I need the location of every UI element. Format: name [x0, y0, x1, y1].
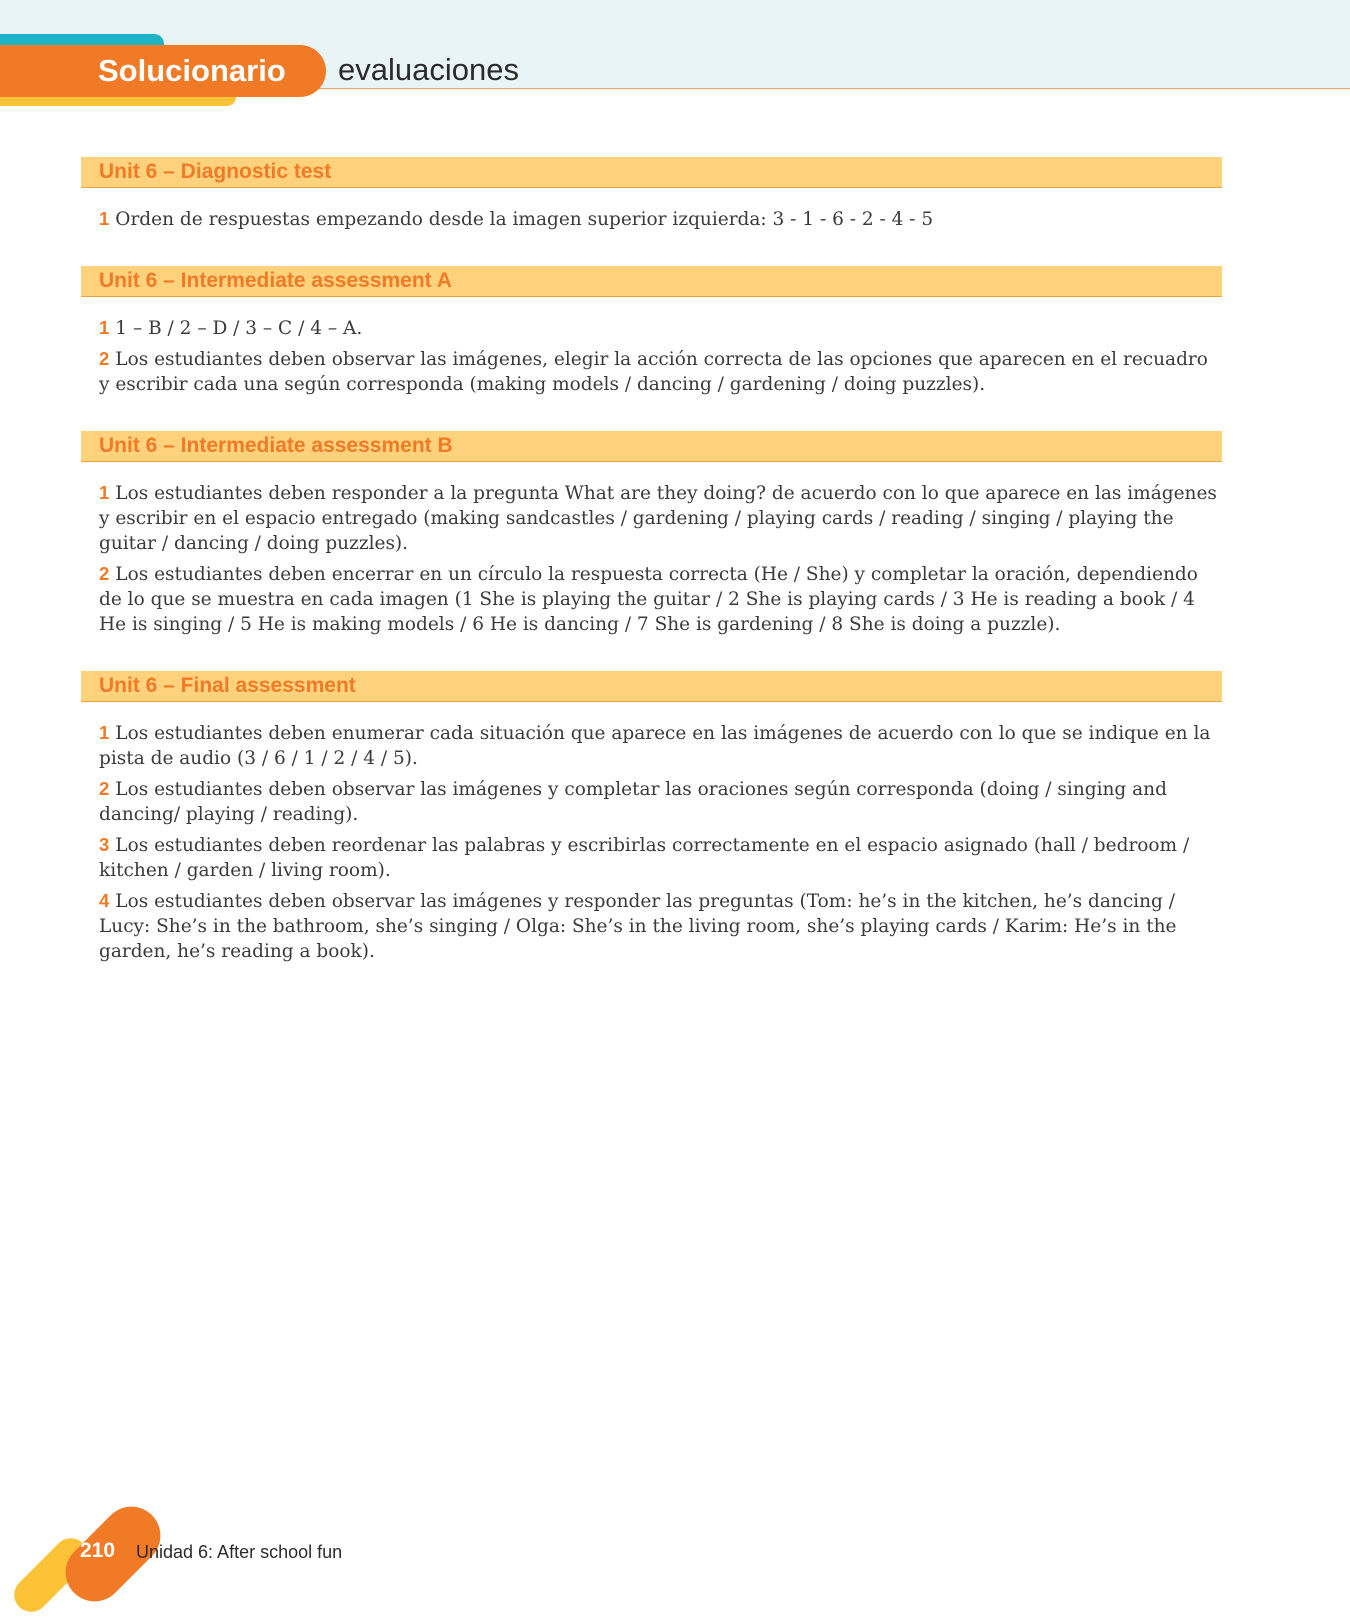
section-items	[81, 702, 1222, 964]
answer-item	[99, 832, 1222, 883]
item-number: 1	[99, 317, 110, 338]
item-text: Los estudiantes deben enumerar cada situación que aparece en las imágenes de acuerdo con lo que se indique en la pista de audio (3 / 6 / 1 / 2 / 4 / 5).	[99, 723, 1211, 769]
item-text: Los estudiantes deben observar las imágenes, elegir la acción correcta de las opciones que aparecen en el recuadro y escribir cada una según corresponda (making models / dancing / gardening / doing puzzles).	[99, 349, 1208, 395]
item-number: 2	[99, 348, 110, 369]
section-title: Unit 6 – Final assessment	[81, 671, 1222, 702]
item-number: 1	[99, 208, 110, 229]
item-text: Los estudiantes deben encerrar en un círculo la respuesta correcta (He / She) y completar la oración, dependiendo de lo que se muestra en cada imagen (1 She is playing the guitar / 2 She is playing cards / 3 He is reading a book / 4 He is singing / 5 He is making models / 6 He is dancing / 7 She is gardening / 8 She is doing a puzzle).	[99, 564, 1198, 635]
answer-item	[99, 206, 1222, 232]
section-final-assessment	[81, 671, 1222, 964]
section-title: Unit 6 – Intermediate assessment B	[81, 431, 1222, 462]
section-title: Unit 6 – Diagnostic test	[81, 157, 1222, 188]
header-subtitle: evaluaciones	[338, 52, 519, 87]
section-title: Unit 6 – Intermediate assessment A	[81, 266, 1222, 297]
item-text: Los estudiantes deben responder a la pregunta What are they doing? de acuerdo con lo que aparece en las imágenes y escribir en el espacio entregado (making sandcastles / gardening / playing cards / reading / singing / playing the guitar / dancing / doing puzzles).	[99, 483, 1217, 554]
item-number: 2	[99, 778, 110, 799]
page-content	[81, 157, 1222, 998]
section-intermediate-b	[81, 431, 1222, 637]
answer-item	[99, 315, 1222, 341]
answer-item	[99, 720, 1222, 771]
item-number: 1	[99, 722, 110, 743]
footer-unit-label: Unidad 6: After school fun	[136, 1542, 343, 1562]
answer-item	[99, 346, 1222, 397]
answer-item	[99, 776, 1222, 827]
section-diagnostic-test	[81, 157, 1222, 232]
answer-item	[99, 561, 1222, 637]
item-text: Los estudiantes deben observar las imágenes y responder las preguntas (Tom: he’s in the kitchen, he’s dancing / Lucy: She’s in the bathroom, she’s singing / Olga: She’s in the living room, she’s playing cards / Karim: He’s in the garden, he’s reading a book).	[99, 891, 1177, 962]
item-text: Los estudiantes deben reordenar las palabras y escribirlas correctamente en el espacio asignado (hall / bedroom / kitchen / garden / living room).	[99, 835, 1190, 881]
item-number: 4	[99, 890, 110, 911]
item-text: Los estudiantes deben observar las imágenes y completar las oraciones según corresponda (doing / singing and dancing/ playing / reading).	[99, 779, 1167, 825]
section-items	[81, 462, 1222, 637]
section-intermediate-a	[81, 266, 1222, 397]
section-items	[81, 188, 1222, 232]
item-text: Orden de respuestas empezando desde la imagen superior izquierda: 3 - 1 - 6 - 2 - 4 - 5	[115, 209, 934, 230]
item-number: 1	[99, 482, 110, 503]
item-number: 3	[99, 834, 110, 855]
section-items	[81, 297, 1222, 397]
answer-item	[99, 888, 1222, 964]
answer-item	[99, 480, 1222, 556]
item-number: 2	[99, 563, 110, 584]
item-text: 1 – B / 2 – D / 3 – C / 4 – A.	[115, 318, 363, 339]
page-number: 210	[80, 1539, 116, 1562]
header-brand: Solucionario	[98, 53, 286, 88]
